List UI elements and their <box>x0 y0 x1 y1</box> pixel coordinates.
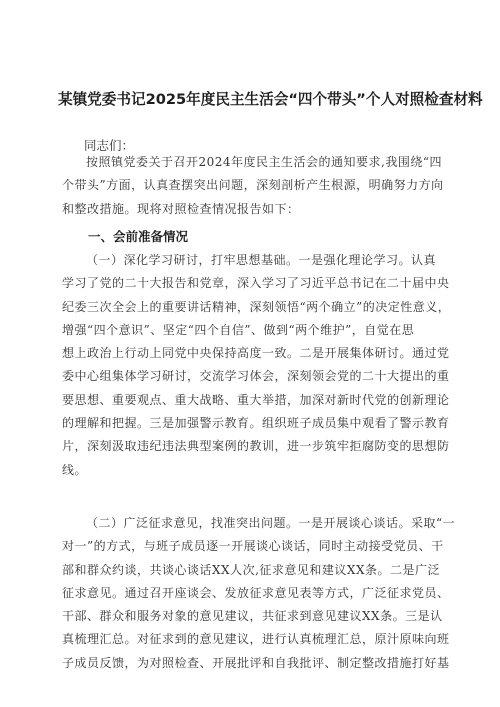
paragraph-line: 子成员反馈，为对照检查、开展批评和自我批评、制定整改措施打好基 <box>62 655 450 670</box>
paragraph-line: 部和群众约谈，共谈心谈话XX人次,征求意见和建议XX条。二是广泛 <box>62 562 440 577</box>
intro-line: 按照镇党委关于召开2024年度民主生活会的通知要求,我围绕“四 <box>86 155 442 169</box>
salutation: 同志们： <box>84 138 135 153</box>
paragraph-line: 的理解和把握。三是加强警示教育。组织班子成员集中观看了警示教育 <box>62 416 450 431</box>
paragraph-line: 想上政治上行动上同党中央保持高度一致。二是开展集体研讨。通过党 <box>62 346 450 361</box>
paragraph-line: 线。 <box>62 462 88 477</box>
opinions-paragraph <box>62 512 456 675</box>
study-paragraph <box>62 249 451 482</box>
paragraph-line: 征求意见。通过召开座谈会、发放征求意见表等方式，广泛征求党员、 <box>62 585 450 600</box>
paragraph-line: 要思想、重要观点、重大战略、重大举措，加深对新时代党的创新理论 <box>62 392 450 407</box>
intro-line: 个带头”方面，认真查摆突出问题，深刻剖析产生根源，明确努力方向 <box>62 178 444 193</box>
paragraph-line: 真梳理汇总。对征求到的意见建议，进行认真梳理汇总，原汁原味向班 <box>62 632 450 647</box>
paragraph-line: 增强“四个意识”、坚定“四个自信”、做到“两个维护”，自觉在思 <box>62 322 415 337</box>
document-title: 某镇党委书记2025年度民主生活会“四个带头”个人对照检查材料 <box>58 91 483 108</box>
section-heading: 一、会前准备情况 <box>88 229 189 244</box>
paragraph-line: 干部、群众和服务对象的意见建议，共征求到意见建议XX条。三是认 <box>62 609 443 624</box>
paragraph-line: 学习了党的二十大报告和党章，深入学习了习近平总书记在二十届中央 <box>62 276 450 291</box>
intro-line: 和整改措施。现将对照检查情况报告如下： <box>62 201 300 216</box>
paragraph-line: （二）广泛征求意见，找准突出问题。一是开展谈心谈话。采取“一 <box>86 516 456 530</box>
paragraph-line: 委中心组集体学习研讨，交流学习体会，深刻领会党的二十大提出的重 <box>62 369 450 384</box>
paragraph-line: （一）深化学习研讨，打牢思想基础。一是强化理论学习。认真 <box>86 253 437 267</box>
paragraph-line: 纪委三次全会上的重要讲话精神，深刻领悟“两个确立”的决定性意义， <box>62 299 451 314</box>
paragraph-line: 片，深刻汲取违纪违法典型案例的教训，进一步筑牢拒腐防变的思想防 <box>62 439 450 454</box>
intro-paragraph <box>62 151 444 221</box>
paragraph-line: 对一”的方式，与班子成员逐一开展谈心谈话，同时主动接受党员、干 <box>62 539 444 554</box>
